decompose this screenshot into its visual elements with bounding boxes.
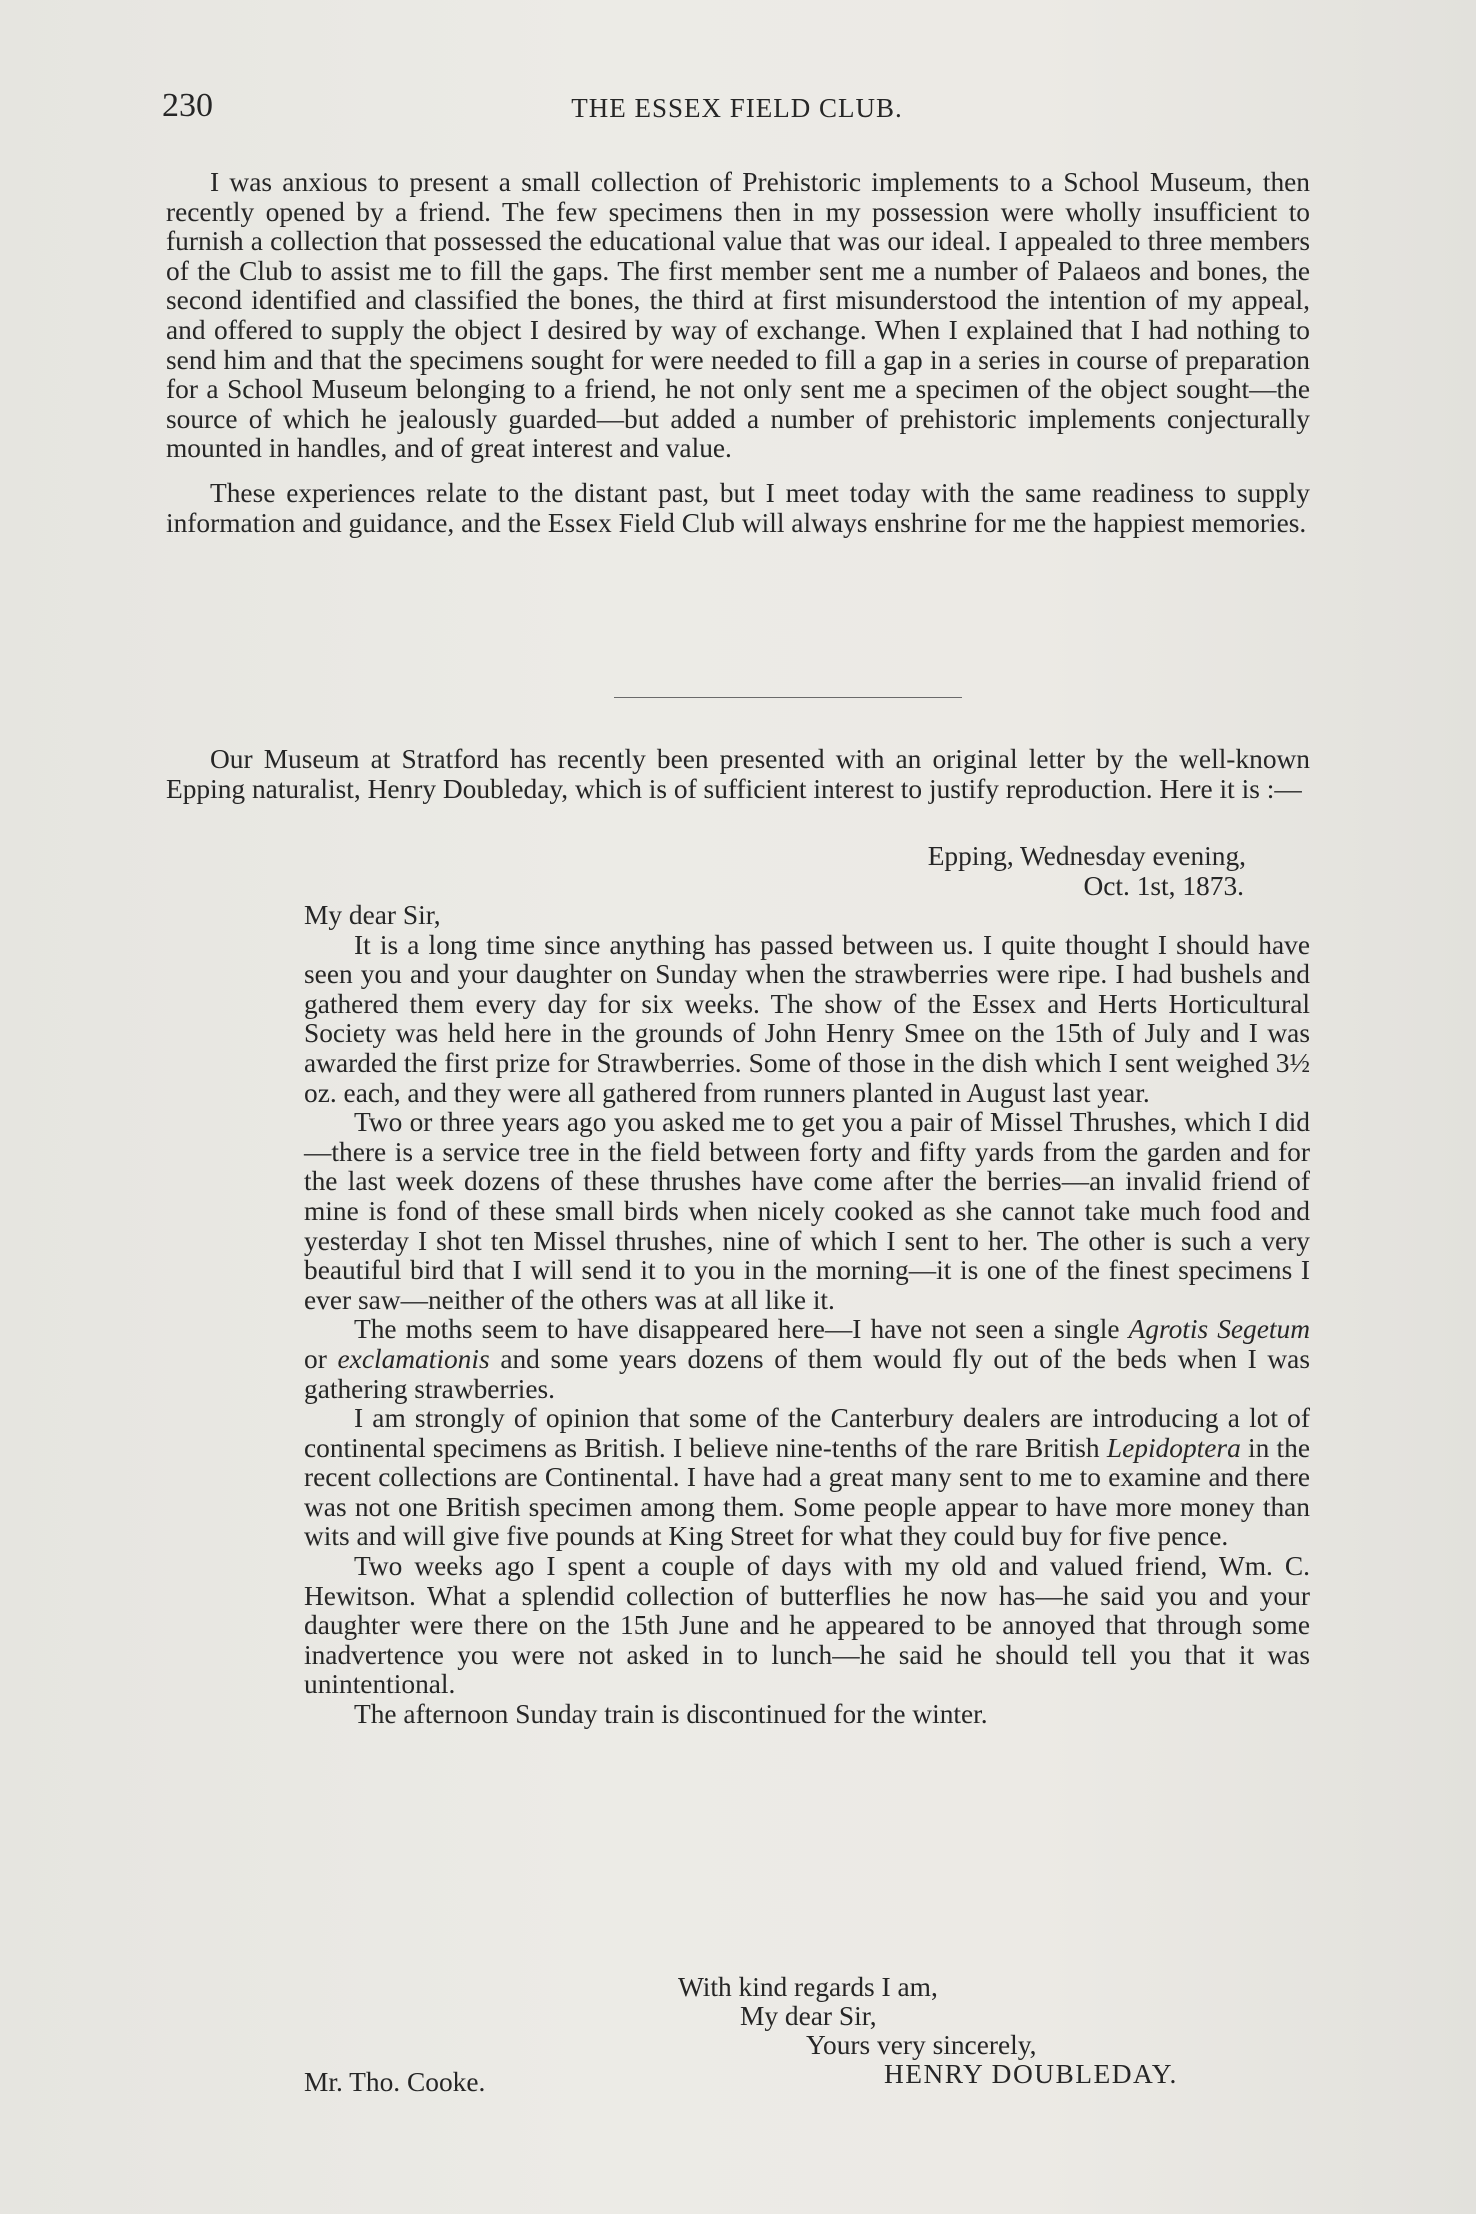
text-run: The moths seem to have disappeared here—I have not seen a single <box>354 1314 1129 1345</box>
intro-paragraph: I was anxious to present a small collection of Prehistoric implements to a School Museum, then recently opened by a friend. The few specimens then in my possession were wholly insufficient to furnish a collection that possessed the educational value that was our ideal. I appealed to three members of the Club to assist me to fill the gaps. The first member sent me a number of Palaeos and bones, the second identified and classified the bones, the third at first misunderstood the intention of my appeal, and offered to supply the object I desired by way of exchange. When I explained that I had nothing to send him and that the specimens sought for were needed to fill a gap in a series in course of preparation for a School Museum belonging to a friend, he not only sent me a specimen of the object sought—the source of which he jealously guarded—but added a number of prehistoric implements conjecturally mounted in handles, and of great interest and value. <box>166 167 1310 464</box>
page-header <box>162 86 1312 130</box>
letter-paragraph <box>304 1315 1310 1404</box>
intro-section <box>166 168 1310 538</box>
letter-signature: HENRY DOUBLEDAY. <box>884 2059 1178 2089</box>
dateline-place: Epping, Wednesday evening, <box>927 841 1246 871</box>
letter-paragraph <box>304 1404 1310 1552</box>
letter-paragraph: Two or three years ago you asked me to get you a pair of Missel Thrushes, which I did—there is a service tree in the field between forty and fifty yards from the garden and for the last week dozens of these thrushes have come after the berries—an invalid friend of mine is fond of these small birds when nicely cooked as she cannot take much food and yesterday I shot ten Missel thrushes, nine of which I sent to her. The other is such a very beautiful bird that I will send it to you in the morning—it is one of the finest specimens I ever saw—neither of the others was at all like it. <box>304 1107 1310 1315</box>
letter-body <box>304 901 1310 1730</box>
letter-valediction: Yours very sincerely, <box>806 2030 1037 2060</box>
letter-paragraph: The afternoon Sunday train is discontinued for the winter. <box>354 1699 988 1730</box>
letter-paragraph: Two weeks ago I spent a couple of days with my old and valued friend, Wm. C. Hewitson. What a splendid collection of butterflies he now has—he said you and your daughter were there on the 15th June and he appeared to be annoyed that through some inadvertence you were not asked in to lunch—he said he should tell you that it was unintentional. <box>304 1551 1310 1700</box>
section-divider <box>614 697 962 698</box>
text-run: I am strongly of opinion that some of the Canterbury dealers are introducing a lot of continental specimens as British. I believe nine-tenths of the rare British <box>304 1403 1310 1463</box>
species-name: exclamationis <box>337 1343 490 1374</box>
page-number: 230 <box>162 87 213 124</box>
letter-paragraph: It is a long time since anything has passed between us. I quite thought I should have seen you and your daughter on Sunday when the strawberries were ripe. I had bushels and gathered them every day for six weeks. The show of the Essex and Herts Horticultural Society was held here in the grounds of John Henry Smee on the 15th of July and I was awarded the first prize for Strawberries. Some of those in the dish which I sent weighed 3½ oz. each, and they were all gathered from runners planted in August last year. <box>304 929 1310 1108</box>
text-run: or <box>304 1343 338 1374</box>
running-head: THE ESSEX FIELD CLUB. <box>571 93 903 123</box>
letter-closing: With kind regards I am, <box>678 1972 938 2002</box>
text-run: and some years dozens of them would fly out of the beds when I was gathering strawberries. <box>304 1343 1310 1404</box>
letter-closing-salutation: My dear Sir, <box>740 2001 877 2031</box>
letter-dateline <box>800 842 1246 901</box>
taxon-name: Lepidoptera <box>1106 1432 1241 1463</box>
letter-salutation: My dear Sir, <box>304 900 441 930</box>
dateline-date: Oct. 1st, 1873. <box>1083 870 1244 901</box>
intro-paragraph: These experiences relate to the distant past, but I meet today with the same readiness to supply information and guidance, and the Essex Field Club will always enshrine for me the happiest memories. <box>166 477 1310 538</box>
text-run: in the recent collections are Continental. I have had a great many sent to me to examine and there was not one British specimen among them. Some people appear to have more money than wits and will give five pounds at King Street for what they could buy for five pence. <box>304 1432 1310 1552</box>
museum-note-section <box>166 745 1310 804</box>
letter-addressee: Mr. Tho. Cooke. <box>304 2067 486 2097</box>
species-name: Agrotis Segetum <box>1128 1314 1310 1345</box>
museum-note-paragraph: Our Museum at Stratford has recently been presented with an original letter by the well-known Epping naturalist, Henry Doubleday, which is of sufficient interest to justify reproduction. Here it is :— <box>166 744 1310 804</box>
